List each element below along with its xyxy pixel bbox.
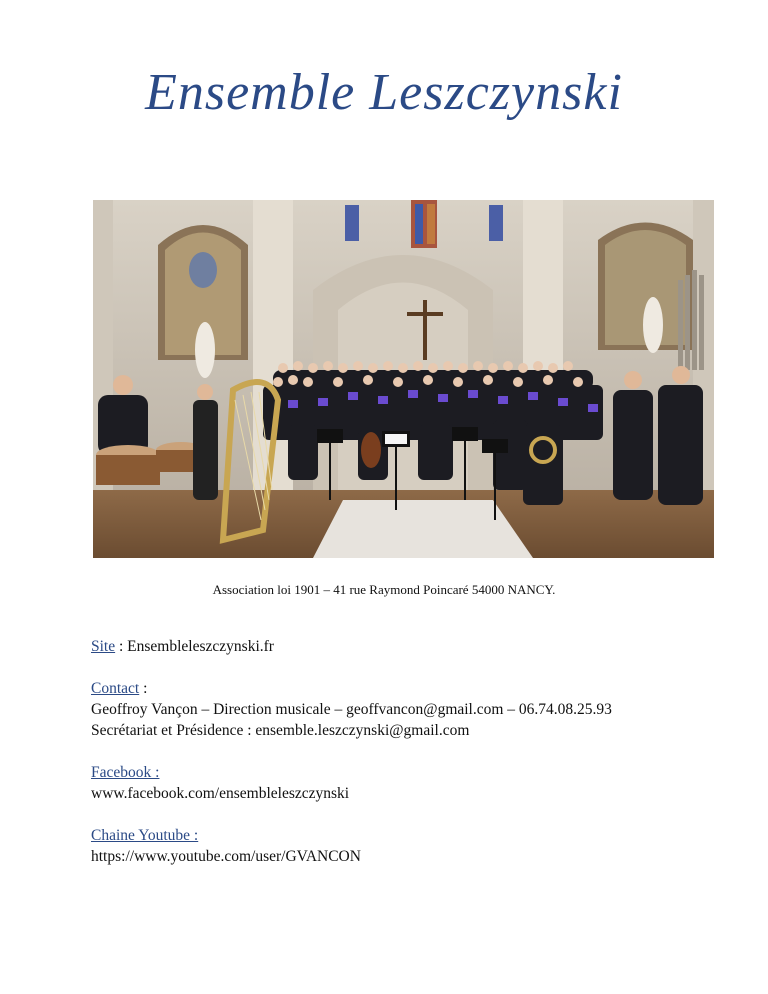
address-caption: Association loi 1901 – 41 rue Raymond Poincaré 54000 NANCY. — [212, 582, 556, 597]
site-link-label[interactable]: Site — [91, 638, 116, 655]
site-value: : Ensembleleszczynski.fr — [115, 638, 274, 655]
page-title: Ensemble Leszczynski — [145, 64, 623, 121]
youtube-block — [91, 825, 731, 867]
contact-info — [91, 636, 731, 888]
youtube-url: https://www.youtube.com/user/GVANCON — [91, 848, 361, 865]
contact-secretariat-line: Secrétariat et Présidence : ensemble.leszczynski@gmail.com — [91, 722, 470, 739]
ensemble-photo — [93, 200, 714, 558]
facebook-url: www.facebook.com/ensembleleszczynski — [91, 785, 350, 802]
youtube-link-label[interactable]: Chaine Youtube : — [91, 827, 199, 844]
facebook-link-label[interactable]: Facebook : — [91, 764, 160, 781]
contact-suffix: : — [139, 680, 148, 697]
contact-link-label[interactable]: Contact — [91, 680, 140, 697]
contact-block — [91, 678, 731, 741]
contact-director-line: Geoffroy Vançon – Direction musicale – geoffvancon@gmail.com – 06.74.08.25.93 — [91, 701, 612, 718]
facebook-block — [91, 762, 731, 804]
site-block — [91, 636, 731, 657]
